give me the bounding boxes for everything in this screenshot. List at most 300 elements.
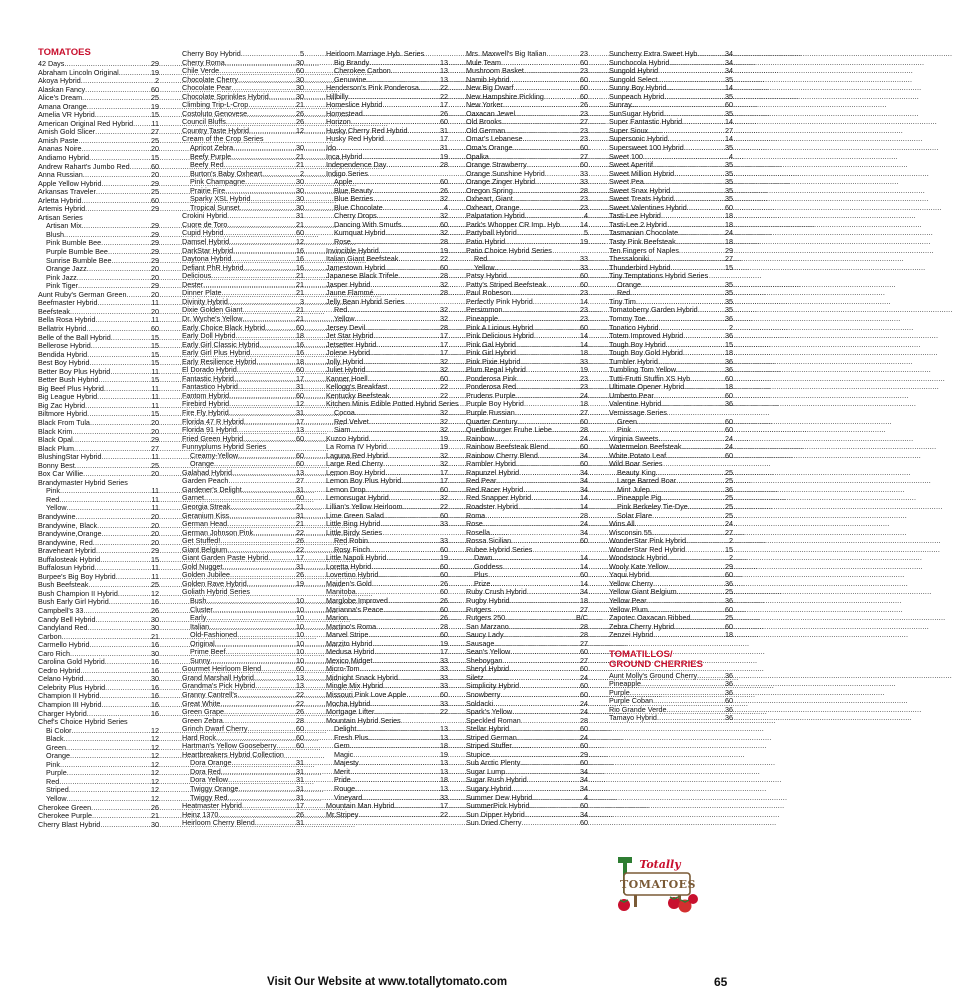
variety-name: Red Snapper Hybrid (466, 493, 532, 503)
variety-name: Pineapple (466, 313, 498, 323)
variety-name: Divinity Hybrid (182, 296, 228, 306)
catalog-list (326, 49, 459, 819)
variety-name: Merit (334, 766, 350, 776)
page-reference: 13 (440, 784, 448, 794)
variety-name: Mountain Man Hybrid (326, 801, 395, 811)
variety-name: Gold Nugget (182, 561, 223, 571)
variety-name: Prime Beef (190, 647, 226, 657)
page-reference: 16 (151, 665, 159, 675)
page-reference: 14 (580, 493, 588, 503)
variety-name: Umberto Pear (609, 390, 654, 400)
variety-name: Mingle Mix Hybrid (326, 681, 384, 691)
variety-name: Burton's Baby Oxheart (190, 168, 263, 178)
page-reference: 14 (580, 219, 588, 229)
page-reference: 16 (296, 262, 304, 272)
variety-name: Artemis Hybrid (38, 204, 86, 214)
variety-name: Jasper Hybrid (326, 279, 371, 289)
variety-name: Florida 47 R Hybrid (182, 416, 244, 426)
page-reference: 22 (440, 390, 448, 400)
variety-name: Bellerose Hybrid (38, 341, 91, 351)
variety-name: Stupice (466, 749, 490, 759)
page-reference: 35 (725, 194, 733, 204)
variety-name: Kitchen Minis Edible Potted Hybrid Series (326, 399, 459, 409)
page-reference: 25 (725, 493, 733, 503)
page-reference: 19 (151, 67, 159, 77)
catalog-entry (182, 819, 304, 828)
variety-name: Dester (182, 279, 204, 289)
page-reference: 30 (151, 648, 159, 658)
page-reference: 25 (725, 510, 733, 520)
variety-name: Bush Champion II Hybrid (38, 588, 118, 598)
page-reference: 31 (296, 211, 304, 221)
variety-name: Bella Rosa Hybrid (38, 315, 96, 325)
page-reference: 60 (580, 758, 588, 768)
page-reference: 60 (440, 561, 448, 571)
page-reference: 33 (440, 792, 448, 802)
variety-name: Perfectly Pink Hybrid (466, 296, 533, 306)
variety-name: Super Fantastic Hybrid (609, 117, 683, 127)
page-reference: 32 (440, 365, 448, 375)
variety-name: Lovertino Hybrid (326, 570, 379, 580)
catalog-list (609, 672, 733, 723)
variety-name: Tutti-Frutti Stuffin XS Hyb (609, 373, 691, 383)
variety-name: Purple (46, 768, 67, 778)
variety-name: Patty's Striped Beefsteak (466, 279, 547, 289)
variety-name: Charger Hybrid (38, 708, 87, 718)
column-1 (38, 48, 159, 829)
dot-leader (522, 819, 579, 828)
variety-name: Super Sioux (609, 125, 649, 135)
page-reference: 35 (725, 305, 733, 315)
variety-name: Fried Green Hybrid (182, 433, 244, 443)
page-reference: 27 (151, 443, 159, 453)
page-reference: 60 (440, 690, 448, 700)
variety-name: Garden Peach (182, 476, 229, 486)
page-reference: 15 (725, 544, 733, 554)
page-reference: 33 (440, 664, 448, 674)
variety-name: Ponderosa Red (466, 382, 516, 392)
page-reference: 60 (440, 117, 448, 127)
page-reference: 11 (151, 486, 159, 496)
page-reference: 12 (296, 399, 304, 409)
variety-name: Zebra Cherry Hybrid (609, 621, 675, 631)
variety-name: Pink (617, 425, 631, 435)
variety-name: Sunpeach Hybrid (609, 91, 665, 101)
page-reference: 15 (725, 262, 733, 272)
variety-name: Caro Rich (38, 648, 70, 658)
variety-name: Purple Russian (466, 407, 515, 417)
variety-name: Black Plum (38, 443, 74, 453)
page-reference: 10 (296, 647, 304, 657)
page-reference: 12 (296, 125, 304, 135)
dot-leader (666, 452, 724, 461)
page-reference: 20 (151, 272, 159, 282)
variety-name: BlushingStar Hybrid (38, 452, 102, 462)
page-reference: 60 (725, 604, 733, 614)
variety-name: Dawn (474, 553, 493, 563)
variety-name: SummerPick Hybrid (466, 801, 530, 811)
page-reference: 14 (725, 117, 733, 127)
page-reference: 13 (440, 74, 448, 84)
page-reference: 60 (580, 322, 588, 332)
page-reference: 27 (151, 127, 159, 137)
section-title-tomatoes: TOMATOES (38, 47, 91, 58)
page-reference: 60 (440, 570, 448, 580)
page-reference: 29 (725, 561, 733, 571)
variety-name: Belle of the Ball Hybrid (38, 332, 111, 342)
page-reference: 30 (151, 819, 159, 829)
catalog-list (466, 50, 588, 828)
page-reference: 18 (580, 399, 588, 409)
variety-name: Siam (334, 425, 351, 435)
variety-name: Opalka (466, 151, 489, 161)
page-reference: 19 (440, 433, 448, 443)
page-reference: 60 (725, 416, 733, 426)
variety-name: Celebrity Plus Hybrid (38, 682, 106, 692)
page-reference: 32 (440, 279, 448, 289)
page-reference: 29 (151, 178, 159, 188)
variety-name: Tough Boy Hybrid (609, 339, 666, 349)
variety-name: Candyland Red (38, 623, 88, 633)
page-reference: 36 (725, 596, 733, 605)
page-reference: 31 (440, 125, 448, 135)
page-reference: 11 (151, 392, 159, 402)
page-reference: 26 (296, 809, 304, 819)
variety-name: Old German (466, 125, 506, 135)
page-reference: 28 (440, 271, 448, 281)
variety-name: Tough Boy Gold Hybrid (609, 348, 683, 358)
variety-name: Prairie Fire (190, 185, 226, 195)
variety-name: Patio Hybrid (466, 237, 506, 247)
variety-name: Cedro Hybrid (38, 665, 81, 675)
page-reference: 20 (151, 170, 159, 180)
page-reference: 26 (296, 707, 304, 717)
catalog-entry (609, 631, 733, 640)
variety-name: Magic (334, 749, 354, 759)
variety-name: Sean's Yellow (466, 647, 511, 657)
page-reference: 35 (725, 185, 733, 195)
variety-name: Big Zac Hybrid (38, 400, 86, 410)
variety-name: Spark's Yellow (466, 707, 513, 717)
page-reference: 11 (151, 494, 159, 504)
page-reference: 12 (151, 734, 159, 744)
page-reference: 14 (580, 578, 588, 588)
page-reference: 36 (725, 399, 733, 409)
page-reference: 24 (725, 433, 733, 443)
variety-name: Andrew Rahart's Jumbo Red (38, 161, 130, 171)
page-reference: 60 (440, 510, 448, 520)
page-reference: 29 (151, 229, 159, 239)
variety-name: Juliet Hybrid (326, 365, 366, 375)
variety-name: Japanese Black Trifele (326, 271, 399, 281)
variety-name: Chile Verde (182, 66, 220, 76)
page-reference: 31 (440, 143, 448, 153)
page-reference: 2 (729, 553, 733, 563)
page-reference: 26 (296, 117, 304, 127)
page-reference: 5 (300, 49, 304, 58)
page-reference: 33 (580, 254, 588, 264)
variety-name: Wild Boar Series (609, 459, 663, 469)
variety-name: Tasmanian Chocolate (609, 228, 679, 238)
page-reference: 16 (151, 691, 159, 701)
page-reference: 30 (296, 91, 304, 101)
variety-name: Candy Bell Hybrid (38, 614, 96, 624)
variety-name: Yellow (474, 262, 495, 272)
variety-name: Sub Arctic Plenty (466, 758, 521, 768)
page-reference: 15 (151, 341, 159, 351)
variety-name: Loretta Hybrid (326, 561, 372, 571)
page-reference: 33 (580, 356, 588, 366)
variety-name: Bush (190, 596, 207, 605)
variety-name: Champion II Hybrid (38, 691, 100, 701)
variety-name: Jetsetter Hybrid (326, 339, 377, 349)
page-reference: 19 (580, 365, 588, 375)
page-reference: 5 (584, 228, 588, 238)
variety-name: Heirloom Marriage Hyb. Series (326, 49, 425, 58)
variety-name: Lemon Boy Hybrid (326, 467, 386, 477)
variety-name: Yaqui Hybrid (609, 570, 650, 580)
page-reference: 35 (725, 177, 733, 187)
page-reference: 25 (725, 467, 733, 477)
variety-name: Sparky XSL Hybrid (190, 194, 251, 204)
page-reference: 25 (151, 93, 159, 103)
variety-name: Sugary Hybrid (466, 784, 512, 794)
variety-name: Grand Marshall Hybrid (182, 672, 254, 682)
variety-name: Crokini Hybrid (182, 211, 228, 221)
variety-name: Early Choice Black Hybrid (182, 322, 266, 332)
page-reference: 60 (296, 365, 304, 375)
variety-name: Goddess (474, 561, 503, 571)
page-reference: 34 (580, 476, 588, 486)
variety-name: Cuore de Toro (182, 219, 228, 229)
page-reference: 3 (300, 296, 304, 306)
page-reference: 30 (296, 194, 304, 204)
variety-name: Sugar Lump (466, 766, 506, 776)
page-reference: 17 (440, 801, 448, 811)
dot-leader (247, 580, 295, 589)
page-reference: 13 (440, 758, 448, 768)
page-reference: 16 (151, 708, 159, 718)
variety-name: New Yorker (466, 100, 503, 110)
variety-name: Heinz 1370 (182, 809, 219, 819)
variety-name: Mrs. Maxwell's Big Italian (466, 49, 547, 58)
variety-name: Brandymaster Hybrid Series (38, 477, 128, 487)
page-reference: 11 (151, 315, 159, 325)
page-reference: 22 (440, 809, 448, 819)
variety-name: Stellar Hybrid (466, 724, 510, 734)
variety-name: Cocoa (334, 407, 355, 417)
page-reference: 60 (580, 271, 588, 281)
page-reference: 28 (296, 715, 304, 725)
page-reference: 28 (580, 425, 588, 435)
page-reference: 15 (151, 349, 159, 359)
variety-name: Woodstock Hybrid (609, 553, 668, 563)
variety-name: Italian Giant Beefsteak (326, 254, 399, 264)
variety-name: Ruby Crush Hybrid (466, 587, 527, 597)
variety-name: Tiny Temptations Hybrid Series (609, 271, 709, 281)
page-reference: 60 (440, 544, 448, 554)
page-reference: 21 (296, 279, 304, 289)
variety-name: Striped Stuffer (466, 741, 512, 751)
page-reference: 25 (151, 187, 159, 197)
variety-name: Totem Improved Hybrid (609, 331, 684, 341)
page-reference: 28 (440, 322, 448, 332)
page-reference: 27 (580, 604, 588, 614)
svg-text:TOMATOES: TOMATOES (620, 878, 696, 891)
page-reference: 28 (580, 621, 588, 631)
page-reference: 33 (440, 519, 448, 529)
variety-name: Dora Yellow (190, 775, 228, 785)
variety-name: Garnet (182, 493, 204, 503)
page-reference: 24 (580, 390, 588, 400)
page-reference: 25 (151, 135, 159, 145)
variety-name: Delicious (182, 271, 212, 281)
column-4 (466, 50, 588, 828)
variety-name: Aunt Ruby's German Green (38, 289, 127, 299)
variety-name: Lime Green Salad (326, 510, 384, 520)
page-reference: 15 (151, 332, 159, 342)
page-reference: 22 (296, 690, 304, 700)
page-reference: 34 (725, 66, 733, 76)
page-reference: 2 (729, 536, 733, 546)
page-reference: 36 (725, 313, 733, 323)
page-reference: 26 (440, 578, 448, 588)
page-reference: 60 (296, 66, 304, 76)
variety-name: Costoluto Genovese (182, 108, 248, 118)
page-reference: 60 (440, 484, 448, 494)
page-reference: 21 (296, 288, 304, 298)
page-reference: 60 (725, 450, 733, 460)
page-reference: 29 (151, 546, 159, 556)
variety-name: Blue Beauty (334, 185, 373, 195)
variety-name: Palpatation Hybrid (466, 211, 525, 221)
variety-name: San Marzano (466, 621, 509, 631)
variety-name: Cupid Hybrid (182, 228, 224, 238)
variety-name: Micro-Tom (326, 664, 360, 674)
page-reference: 23 (580, 125, 588, 135)
page-reference: 17 (440, 476, 448, 486)
page-reference: 30 (296, 143, 304, 153)
page-reference: 30 (296, 74, 304, 84)
page-reference: 13 (440, 57, 448, 67)
variety-name: Striped German (466, 732, 517, 742)
variety-name: Get Stuffed! (182, 536, 221, 546)
variety-name: Prize (474, 578, 491, 588)
page-reference: 18 (440, 741, 448, 751)
variety-name: Damsel Hybrid (182, 237, 230, 247)
variety-name: Genuwine (334, 74, 367, 84)
page-reference: 24 (580, 732, 588, 742)
variety-name: DarkStar Hybrid (182, 245, 234, 255)
page-reference: 19 (440, 638, 448, 648)
variety-name: Cherry Boy Hybrid (182, 49, 241, 58)
variety-name: Hillbilly (326, 91, 349, 101)
page-reference: 32 (440, 356, 448, 366)
variety-name: Kellogg's Breakfast (326, 382, 388, 392)
variety-name: Pink Gal Hybrid (466, 339, 516, 349)
page-reference: 13 (440, 732, 448, 742)
variety-name: Cherokee Green (38, 802, 92, 812)
variety-name: Carmello Hybrid (38, 640, 90, 650)
variety-name: Patio Choice Hybrid Series (466, 245, 552, 255)
variety-name: WonderStar Pink Hybrid (609, 536, 686, 546)
page-reference: 21 (151, 631, 159, 641)
page-reference: 13 (296, 681, 304, 691)
page-reference: 60 (296, 741, 304, 751)
variety-name: Tasti-Lee 2 Hybrid (609, 219, 667, 229)
variety-name: Granny Cantrell's (182, 690, 238, 700)
page-reference: 34 (580, 809, 588, 819)
variety-name: Aunt Molly's Ground Cherry (609, 670, 698, 680)
page-reference: 17 (296, 553, 304, 563)
page-reference: 21 (296, 219, 304, 229)
page-reference: 22 (440, 83, 448, 93)
page-reference: 22 (440, 382, 448, 392)
variety-name: Supersweet 100 Hybrid (609, 143, 684, 153)
page-reference: 12 (151, 794, 159, 804)
variety-name: Orange Strawberry (466, 160, 527, 170)
variety-name: Golden Jubilee (182, 570, 230, 580)
variety-name: Dinner Plate (182, 288, 222, 298)
variety-name: Hartman's Yellow Gooseberry (182, 741, 277, 751)
page-reference: 60 (580, 143, 588, 153)
page-reference: 34 (580, 467, 588, 477)
page-reference: 28 (580, 630, 588, 640)
variety-name: Striped (46, 785, 69, 795)
variety-name: SunSugar Hybrid (609, 108, 664, 118)
page-reference: 60 (580, 801, 588, 811)
page-reference: 11 (151, 118, 159, 128)
page-reference: 10 (296, 613, 304, 623)
page-reference: 12 (151, 785, 159, 795)
column-5 (609, 50, 733, 723)
variety-name: Purple Coban (609, 696, 653, 706)
page-reference: 34 (580, 775, 588, 785)
variety-name: Red Racer Hybrid (466, 484, 524, 494)
variety-name: Ido (326, 143, 336, 153)
variety-name: Marvel Stripe (326, 630, 369, 640)
page-reference: 60 (296, 390, 304, 400)
variety-name: Husky Cherry Red Hybrid (326, 125, 408, 135)
variety-name: Council Bluffs (182, 117, 226, 127)
page-reference: 60 (440, 177, 448, 187)
variety-name: Fresh Plus (334, 732, 369, 742)
page-reference: 60 (725, 621, 733, 631)
dot-leader (85, 205, 150, 214)
variety-name: Rainbow (466, 433, 494, 443)
variety-name: Daytona Hybrid (182, 254, 232, 264)
page-reference: 31 (296, 484, 304, 494)
variety-name: Fantastic Hybrid (182, 373, 234, 383)
variety-name: Orange Jazz (46, 264, 87, 274)
variety-name: Buffalosun Hybrid (38, 563, 95, 573)
variety-name: Thessaloniki (609, 254, 649, 264)
page-reference: 10 (296, 655, 304, 665)
variety-name: Tumbler Hybrid (609, 356, 658, 366)
variety-name: Galahad Hybrid (182, 467, 232, 477)
variety-name: Tommy Toe (609, 313, 646, 323)
variety-name: Solar Flare (617, 510, 653, 520)
variety-name: Oma's Orange (466, 143, 513, 153)
variety-name: Yellow Pear (609, 596, 647, 605)
page-reference: 18 (725, 630, 733, 640)
page-reference: 23 (580, 305, 588, 315)
page-reference: 2 (729, 322, 733, 332)
page-reference: 20 (151, 469, 159, 479)
variety-name: Sweet Snax Hybrid (609, 185, 671, 195)
variety-name: Abraham Lincoln Original (38, 67, 119, 77)
page-reference: 26 (440, 613, 448, 623)
